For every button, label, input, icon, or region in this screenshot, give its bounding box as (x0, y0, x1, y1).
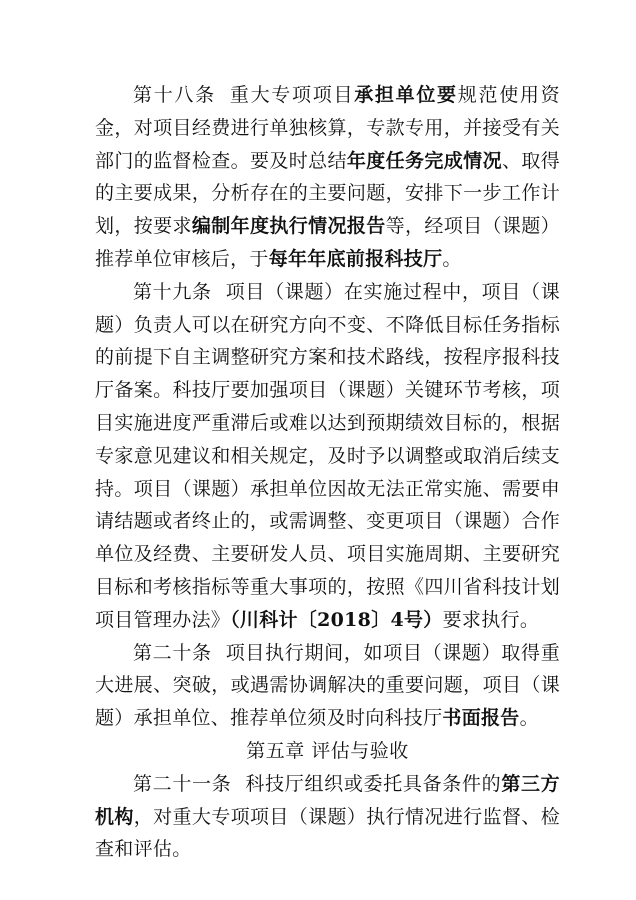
article-18-emphasis: 承担单位要 (354, 84, 458, 106)
document-body (95, 79, 560, 866)
article-20-number: 第二十条 (133, 641, 212, 664)
article-18-emphasis: 编制年度执行情况报告 (191, 215, 386, 238)
article-20-emphasis: 书面报告 (442, 707, 520, 730)
article-19 (95, 276, 560, 637)
article-21 (95, 768, 560, 866)
article-21-number: 第二十一条 (133, 772, 232, 795)
article-20-text: 。 (519, 707, 539, 730)
article-18 (95, 79, 560, 276)
article-21-text: 科技厅组织或委托具备条件的 (245, 772, 502, 795)
article-18-emphasis: 每年年底前报科技厅 (268, 247, 443, 270)
article-19-number: 第十九条 (133, 280, 212, 303)
article-19-text: 项目（课题）在实施过程中，项目（课题）负责人可以在研究方向不变、不降低目标任务指标的前提下自主调整研究方案和技术路线，按程序报科技厅备案。科技厅要加强项目（课题）关键环节考核，项目实施进度严重滞后或难以达到预期绩效目标的，根据专家意见建议和相关规定，及时予以调整或取消后续支持。项目（课题）承担单位因故无法正常实施、需要申请结题或者终止的，或需调整、变更项目（课题）合作单位及经费、主要研发人员、项目实施周期、主要研究目标和考核指标等重大事项的，按照《四川省科技计划项目管理办法》 (95, 280, 561, 631)
article-18-text: 重大专项项目 (229, 84, 355, 106)
article-21-emphasis: 第三方机构 (95, 772, 560, 828)
article-18-emphasis: 年度任务完成情况 (346, 149, 502, 172)
article-20 (95, 637, 560, 735)
article-19-text: 要求执行。 (442, 608, 540, 631)
article-19-emphasis: （川科计〔2018〕4号） (230, 608, 443, 631)
chapter-5-heading: 第五章 评估与验收 (246, 739, 409, 762)
article-20-text: 项目执行期间，如项目（课题）取得重大进展、突破，或遇需协调解决的重要问题，项目（课题）承担单位、推荐单位须及时向科技厅 (95, 641, 561, 730)
article-18-text: 。 (442, 247, 462, 270)
article-18-text: 、取得的主要成果，分析存在的主要问题，安排下一步工作计划，按要求 (95, 149, 561, 238)
article-18-text: 等，经项目（课题）推荐单位审核后，于 (95, 215, 560, 270)
article-18-number: 第十八条 (133, 84, 216, 106)
article-18-text: 规范使用资金，对项目经费进行单独核算，专款专用，并接受有关部门的监督检查。要及时总结 (95, 84, 560, 172)
article-21-text: ，对重大专项项目（课题）执行情况进行监督、检查和评估。 (95, 805, 560, 861)
